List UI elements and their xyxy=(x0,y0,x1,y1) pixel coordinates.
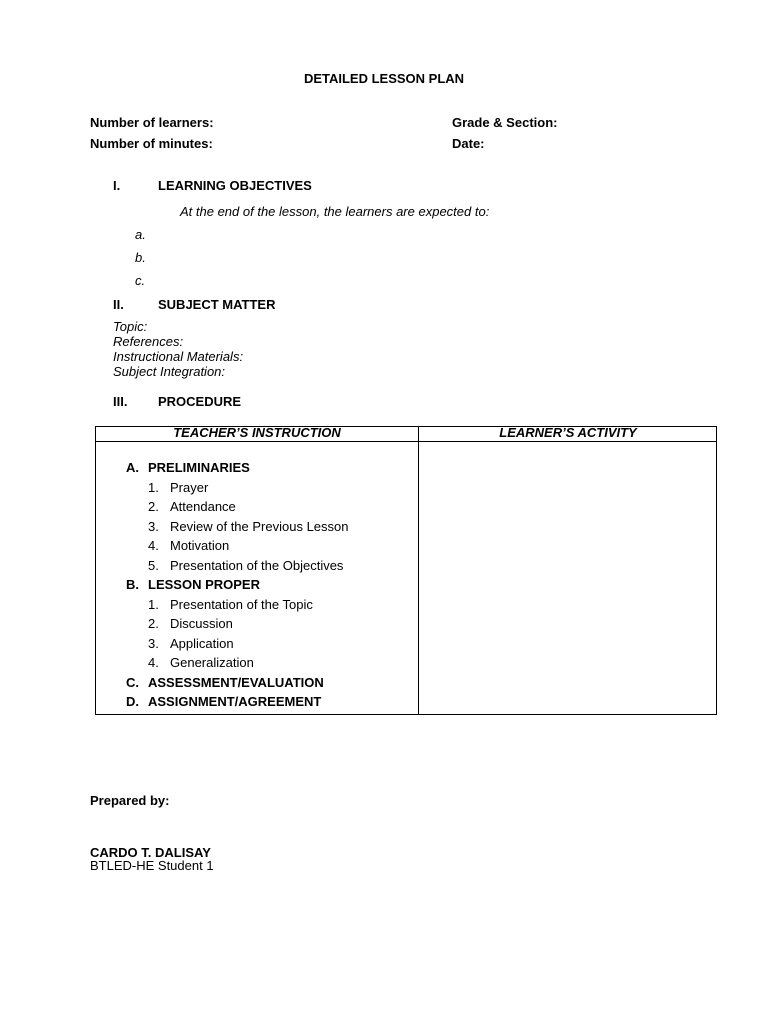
column-divider xyxy=(418,427,419,714)
topic-field: Topic: xyxy=(113,319,148,334)
group-b-letter: B. xyxy=(126,577,139,592)
objectives-intro: At the end of the lesson, the learners are expected to: xyxy=(180,204,490,219)
section-1-numeral: I. xyxy=(113,178,121,193)
learners-label: Number of learners: xyxy=(90,115,214,130)
list-item: 3. Application xyxy=(148,636,234,651)
list-item: 1. Prayer xyxy=(148,480,209,495)
group-c-row xyxy=(126,675,324,690)
objective-item-c: c. xyxy=(135,273,146,288)
learner-activity-header: LEARNER’S ACTIVITY xyxy=(499,425,637,440)
date-label: Date: xyxy=(452,136,485,151)
objective-item-a: a. xyxy=(135,227,146,242)
section-2-numeral: II. xyxy=(113,297,124,312)
group-b-row xyxy=(126,577,260,592)
list-item: 2. Discussion xyxy=(148,616,233,631)
objective-item-b: b. xyxy=(135,250,146,265)
prepared-by-label: Prepared by: xyxy=(90,793,170,808)
group-c-letter: C. xyxy=(126,675,139,690)
preparer-role: BTLED-HE Student 1 xyxy=(90,858,214,873)
list-item: 1. Presentation of the Topic xyxy=(148,597,313,612)
group-d-row xyxy=(126,694,321,709)
integration-field: Subject Integration: xyxy=(113,364,226,379)
list-item: 5. Presentation of the Objectives xyxy=(148,558,344,573)
section-3-numeral: III. xyxy=(113,394,128,409)
group-c-title: ASSESSMENT/EVALUATION xyxy=(148,675,324,690)
minutes-label: Number of minutes: xyxy=(90,136,213,151)
list-item: 2. Attendance xyxy=(148,499,236,514)
group-a-letter: A. xyxy=(126,460,139,475)
group-a-title: PRELIMINARIES xyxy=(148,460,250,475)
procedure-table xyxy=(95,426,717,715)
materials-field: Instructional Materials: xyxy=(113,349,244,364)
references-field: References: xyxy=(113,334,184,349)
group-a-row xyxy=(126,460,250,475)
section-3-heading: PROCEDURE xyxy=(158,394,242,409)
header-divider xyxy=(96,441,716,442)
list-item: 3. Review of the Previous Lesson xyxy=(148,519,349,534)
group-d-title: ASSIGNMENT/AGREEMENT xyxy=(148,694,322,709)
section-1-heading: LEARNING OBJECTIVES xyxy=(158,178,312,193)
document-title: DETAILED LESSON PLAN xyxy=(303,71,465,86)
group-b-title: LESSON PROPER xyxy=(148,577,260,592)
teacher-instruction-header: TEACHER’S INSTRUCTION xyxy=(173,425,341,440)
section-2-heading: SUBJECT MATTER xyxy=(158,297,276,312)
list-item: 4. Generalization xyxy=(148,655,254,670)
group-d-letter: D. xyxy=(126,694,139,709)
list-item: 4. Motivation xyxy=(148,538,230,553)
preparer-name: CARDO T. DALISAY xyxy=(90,845,211,860)
grade-section-label: Grade & Section: xyxy=(452,115,558,130)
